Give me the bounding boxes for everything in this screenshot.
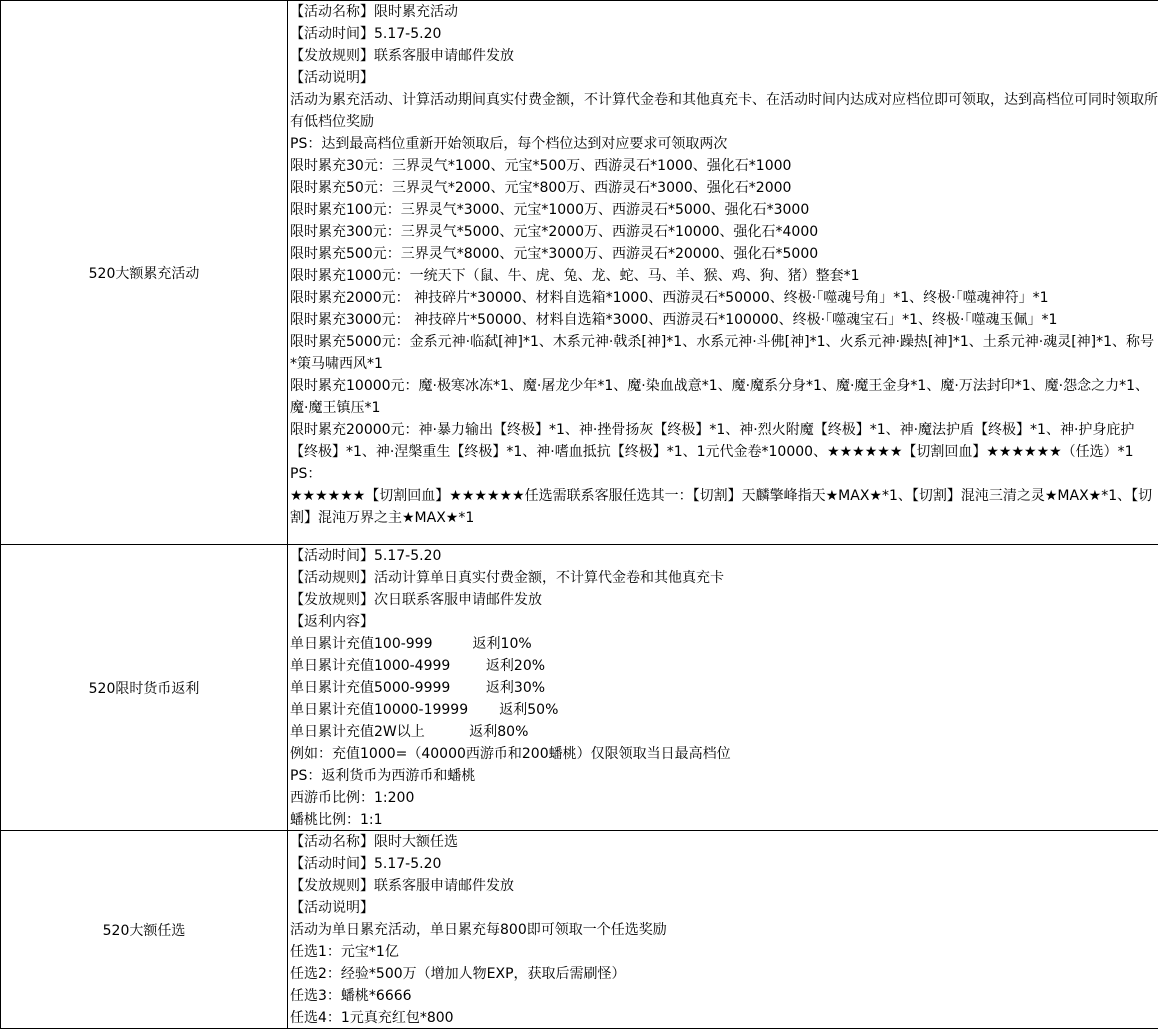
content-line: PS： xyxy=(290,466,322,482)
content-line: 【活动名称】限时累充活动 xyxy=(290,4,458,20)
table-row xyxy=(1,1,1158,545)
content-line: 单日累计充值10000-19999 返利50% xyxy=(290,702,559,718)
content-line: 任选3：蟠桃*6666 xyxy=(290,988,412,1004)
content-line: 活动为单日累充活动，单日累充每800即可领取一个任选奖励 xyxy=(290,922,667,938)
content-line: 限时累充5000元：金系元神·临弑[神]*1、木系元神·戟杀[神]*1、水系元神·斗佛[神]*1、火系元神·躁热[神]*1、土系元神·魂灵[神]*1、称号*策马啸西风*1 xyxy=(290,334,1155,372)
content-line: 单日累计充值1000-4999 返利20% xyxy=(290,658,546,674)
content-line: 【活动时间】5.17-5.20 xyxy=(290,856,442,872)
content-line: PS：达到最高档位重新开始领取后，每个档位达到对应要求可领取两次 xyxy=(290,136,728,152)
activity-content-cell xyxy=(288,831,1158,1029)
content-line: 限时累充500元：三界灵气*8000、元宝*3000万、西游灵石*20000、强化石*5000 xyxy=(290,246,819,262)
table-row xyxy=(1,831,1158,1029)
content-line: PS：返利货币为西游币和蟠桃 xyxy=(290,768,476,784)
activity-content-cell xyxy=(288,1,1158,545)
content-line: 限时累充50元：三界灵气*2000、元宝*800万、西游灵石*3000、强化石*2000 xyxy=(290,180,792,196)
content-line: 【活动说明】 xyxy=(290,900,374,916)
content-line: 限时累充20000元：神·暴力输出【终极】*1、神·挫骨扬灰【终极】*1、神·烈火附魔【终极】*1、神·魔法护盾【终极】*1、神·护身庇护【终极】*1、神·涅槃重生【终极】*1、神·嗜血抵抗【终极】*1、1元代金卷*10000、★★★★★★【切割回血】★★★★★★（任选）*1 xyxy=(290,422,1135,460)
content-line: 【活动规则】活动计算单日真实付费金额，不计算代金卷和其他真充卡 xyxy=(290,570,724,586)
content-line: 单日累计充值100-999 返利10% xyxy=(290,636,532,652)
content-line: 【发放规则】联系客服申请邮件发放 xyxy=(290,48,514,64)
content-line: 限时累充2000元： 神技碎片*30000、材料自选箱*1000、西游灵石*50000、终极·「噬魂号角」*1、终极·「噬魂神符」*1 xyxy=(290,290,1049,306)
content-line: 【活动名称】限时大额任选 xyxy=(290,834,458,850)
content-line: 【活动时间】5.17-5.20 xyxy=(290,548,442,564)
content-line: 例如：充值1000=（40000西游币和200蟠桃）仅限领取当日最高档位 xyxy=(290,746,731,762)
activity-content xyxy=(290,831,1158,1028)
content-line: 任选4：1元真充红包*800 xyxy=(290,1010,454,1026)
activity-content-cell xyxy=(288,545,1158,831)
content-line: 限时累充1000元：一统天下（鼠、牛、虎、兔、龙、蛇、马、羊、猴、鸡、狗、猪）整套*1 xyxy=(290,268,860,284)
content-line: 单日累计充值2W以上 返利80% xyxy=(290,724,529,740)
content-line: 限时累充100元：三界灵气*3000、元宝*1000万、西游灵石*5000、强化石*3000 xyxy=(290,202,810,218)
activity-name: 520大额任选 xyxy=(102,922,186,939)
content-line: 【活动时间】5.17-5.20 xyxy=(290,26,442,42)
content-line: 限时累充300元：三界灵气*5000、元宝*2000万、西游灵石*10000、强化石*4000 xyxy=(290,224,819,240)
table-row xyxy=(1,545,1158,831)
activity-name-cell xyxy=(1,1,288,545)
activity-name: 520限时货币返利 xyxy=(88,680,200,697)
content-line: 【返利内容】 xyxy=(290,614,374,630)
activity-name: 520大额累充活动 xyxy=(88,265,200,282)
content-line: 蟠桃比例：1:1 xyxy=(290,812,383,828)
content-line: 限时累充10000元：魔·极寒冰冻*1、魔·屠龙少年*1、魔·染血战意*1、魔·魔系分身*1、魔·魔王金身*1、魔·万法封印*1、魔·怨念之力*1、魔·魔王镇压*1 xyxy=(290,378,1150,416)
content-line: 【活动说明】 xyxy=(290,70,374,86)
content-line: 限时累充3000元： 神技碎片*50000、材料自选箱*3000、西游灵石*100000、终极·「噬魂宝石」*1、终极·「噬魂玉佩」*1 xyxy=(290,312,1058,328)
activity-name-cell xyxy=(1,831,288,1029)
content-line: 单日累计充值5000-9999 返利30% xyxy=(290,680,546,696)
content-line: 任选1：元宝*1亿 xyxy=(290,944,399,960)
content-line: 任选2：经验*500万（增加人物EXP，获取后需刷怪） xyxy=(290,966,626,982)
activity-name-cell xyxy=(1,545,288,831)
content-line: 限时累充30元：三界灵气*1000、元宝*500万、西游灵石*1000、强化石*1000 xyxy=(290,158,792,174)
content-line: 西游币比例：1:200 xyxy=(290,790,415,806)
content-line: ★★★★★★【切割回血】★★★★★★任选需联系客服任选其一：【切割】天麟擎峰指天★MAX★*1、【切割】混沌三清之灵★MAX★*1、【切割】混沌万界之主★MAX★*1 xyxy=(290,488,1153,526)
content-line: 【发放规则】联系客服申请邮件发放 xyxy=(290,878,514,894)
activity-content xyxy=(290,545,1158,830)
content-line: 【发放规则】次日联系客服申请邮件发放 xyxy=(290,592,542,608)
activity-content xyxy=(290,1,1158,544)
content-line: 活动为累充活动、计算活动期间真实付费金额，不计算代金卷和其他真充卡、在活动时间内达成对应档位即可领取，达到高档位可同时领取所有低档位奖励 xyxy=(290,92,1158,130)
